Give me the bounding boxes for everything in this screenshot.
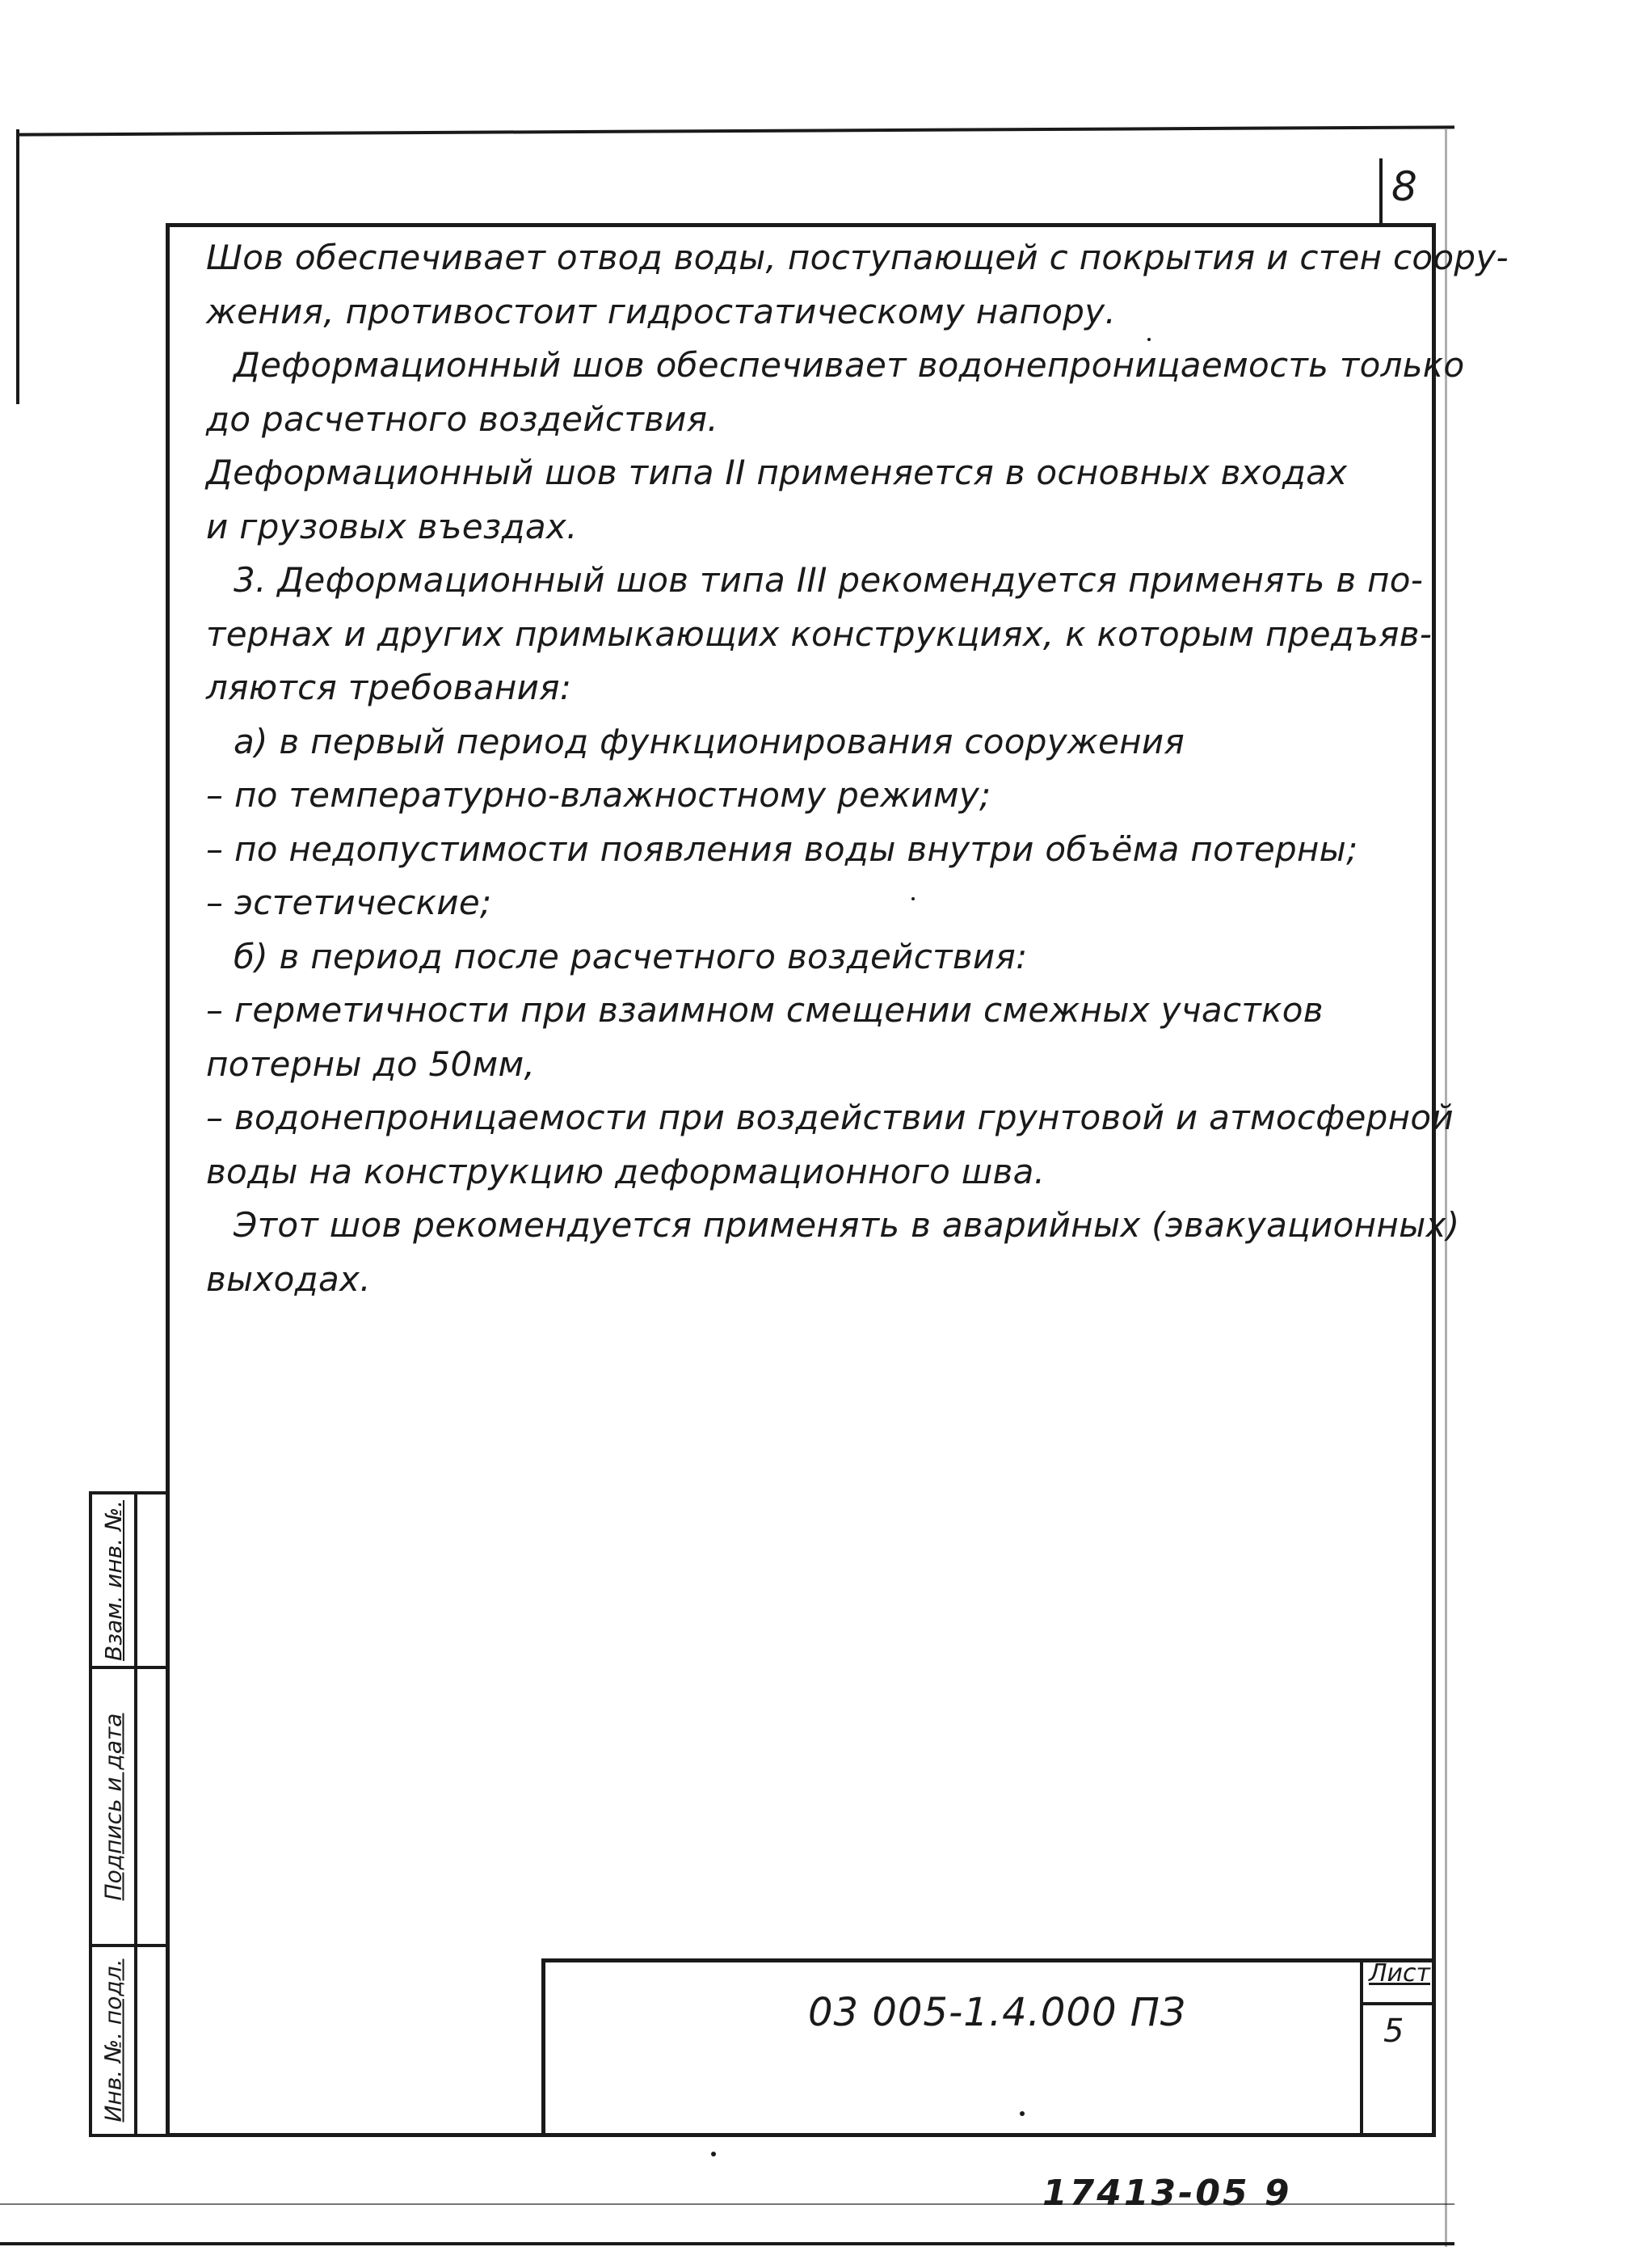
scan-border-bottom	[0, 2242, 1454, 2245]
text-line: Деформационный шов обеспечивает водонепроницаемость только	[234, 345, 1465, 385]
text-line: тернах и других примыкающих конструкциях, к которым предъяв-	[206, 613, 1433, 654]
body-text	[206, 231, 1509, 1306]
archive-stamp-number: 17413-05 9	[1042, 2173, 1292, 2214]
text-line: Шов обеспечивает отвод воды, поступающей с покрытия и стен соору-	[206, 238, 1509, 277]
text-line: – эстетические;	[206, 883, 492, 922]
side-label-podpis-data: Подпись и дата	[99, 1713, 127, 1900]
scan-border-top	[16, 125, 1454, 136]
text-line: – по недопустимости появления воды внутри объёма потерны;	[206, 828, 1358, 869]
text-line: воды на конструкцию деформационного шва.	[206, 1151, 1046, 1191]
text-line: Этот шов рекомендуется применять в аварийных (эвакуационных)	[234, 1205, 1460, 1245]
text-line: 3. Деформационный шов типа ІІІ рекомендуется применять в по-	[234, 560, 1424, 600]
text-line: и грузовых въездах.	[206, 506, 578, 546]
scan-speck	[711, 2152, 716, 2156]
text-line: б) в период после расчетного воздействия:	[234, 936, 1028, 976]
sheet-column-divider	[1363, 2002, 1436, 2005]
side-strip-divider-vertical	[134, 1494, 137, 2134]
scan-speck	[1147, 338, 1151, 341]
text-line: – герметичности при взаимном смещении смежных участков	[206, 990, 1324, 1030]
text-line: до расчетного воздействия.	[206, 398, 718, 439]
side-cell-inv-podl	[92, 1947, 134, 2134]
text-line: Деформационный шов типа ІІ применяется в основных входах	[206, 453, 1348, 492]
scan-border-left	[16, 129, 19, 404]
scan-border-right	[1445, 129, 1447, 2247]
sheet-number: 5	[1383, 2013, 1404, 2050]
scan-speck	[911, 897, 915, 900]
text-line: – по температурно-влажностному режиму;	[206, 775, 991, 815]
side-cell-vzam-inv	[92, 1494, 134, 1666]
scan-speck	[1020, 2111, 1025, 2116]
sheet-label: Лист	[1369, 1959, 1431, 1988]
title-block	[541, 1958, 1436, 2137]
text-line: – водонепроницаемости при воздействии грунтовой и атмосферной	[206, 1098, 1454, 1137]
document-code: 03 005-1.4.000 ПЗ	[808, 1990, 1186, 2035]
text-line: ляются требования:	[206, 668, 572, 707]
text-line: а) в первый период функционирования сооружения	[234, 721, 1185, 761]
text-line: потерны до 50мм,	[206, 1043, 536, 1084]
side-cell-podpis-data	[92, 1669, 134, 1944]
side-label-inv-podl: Инв. №. подл.	[99, 1958, 127, 2123]
side-stamp-strip	[89, 1491, 166, 2137]
text-line: выходах.	[206, 1258, 371, 1299]
side-label-vzam-inv: Взам. инв. №.	[99, 1499, 127, 1661]
text-line: жения, противостоит гидростатическому напору.	[206, 291, 1117, 331]
page-number: 8	[1391, 163, 1417, 210]
